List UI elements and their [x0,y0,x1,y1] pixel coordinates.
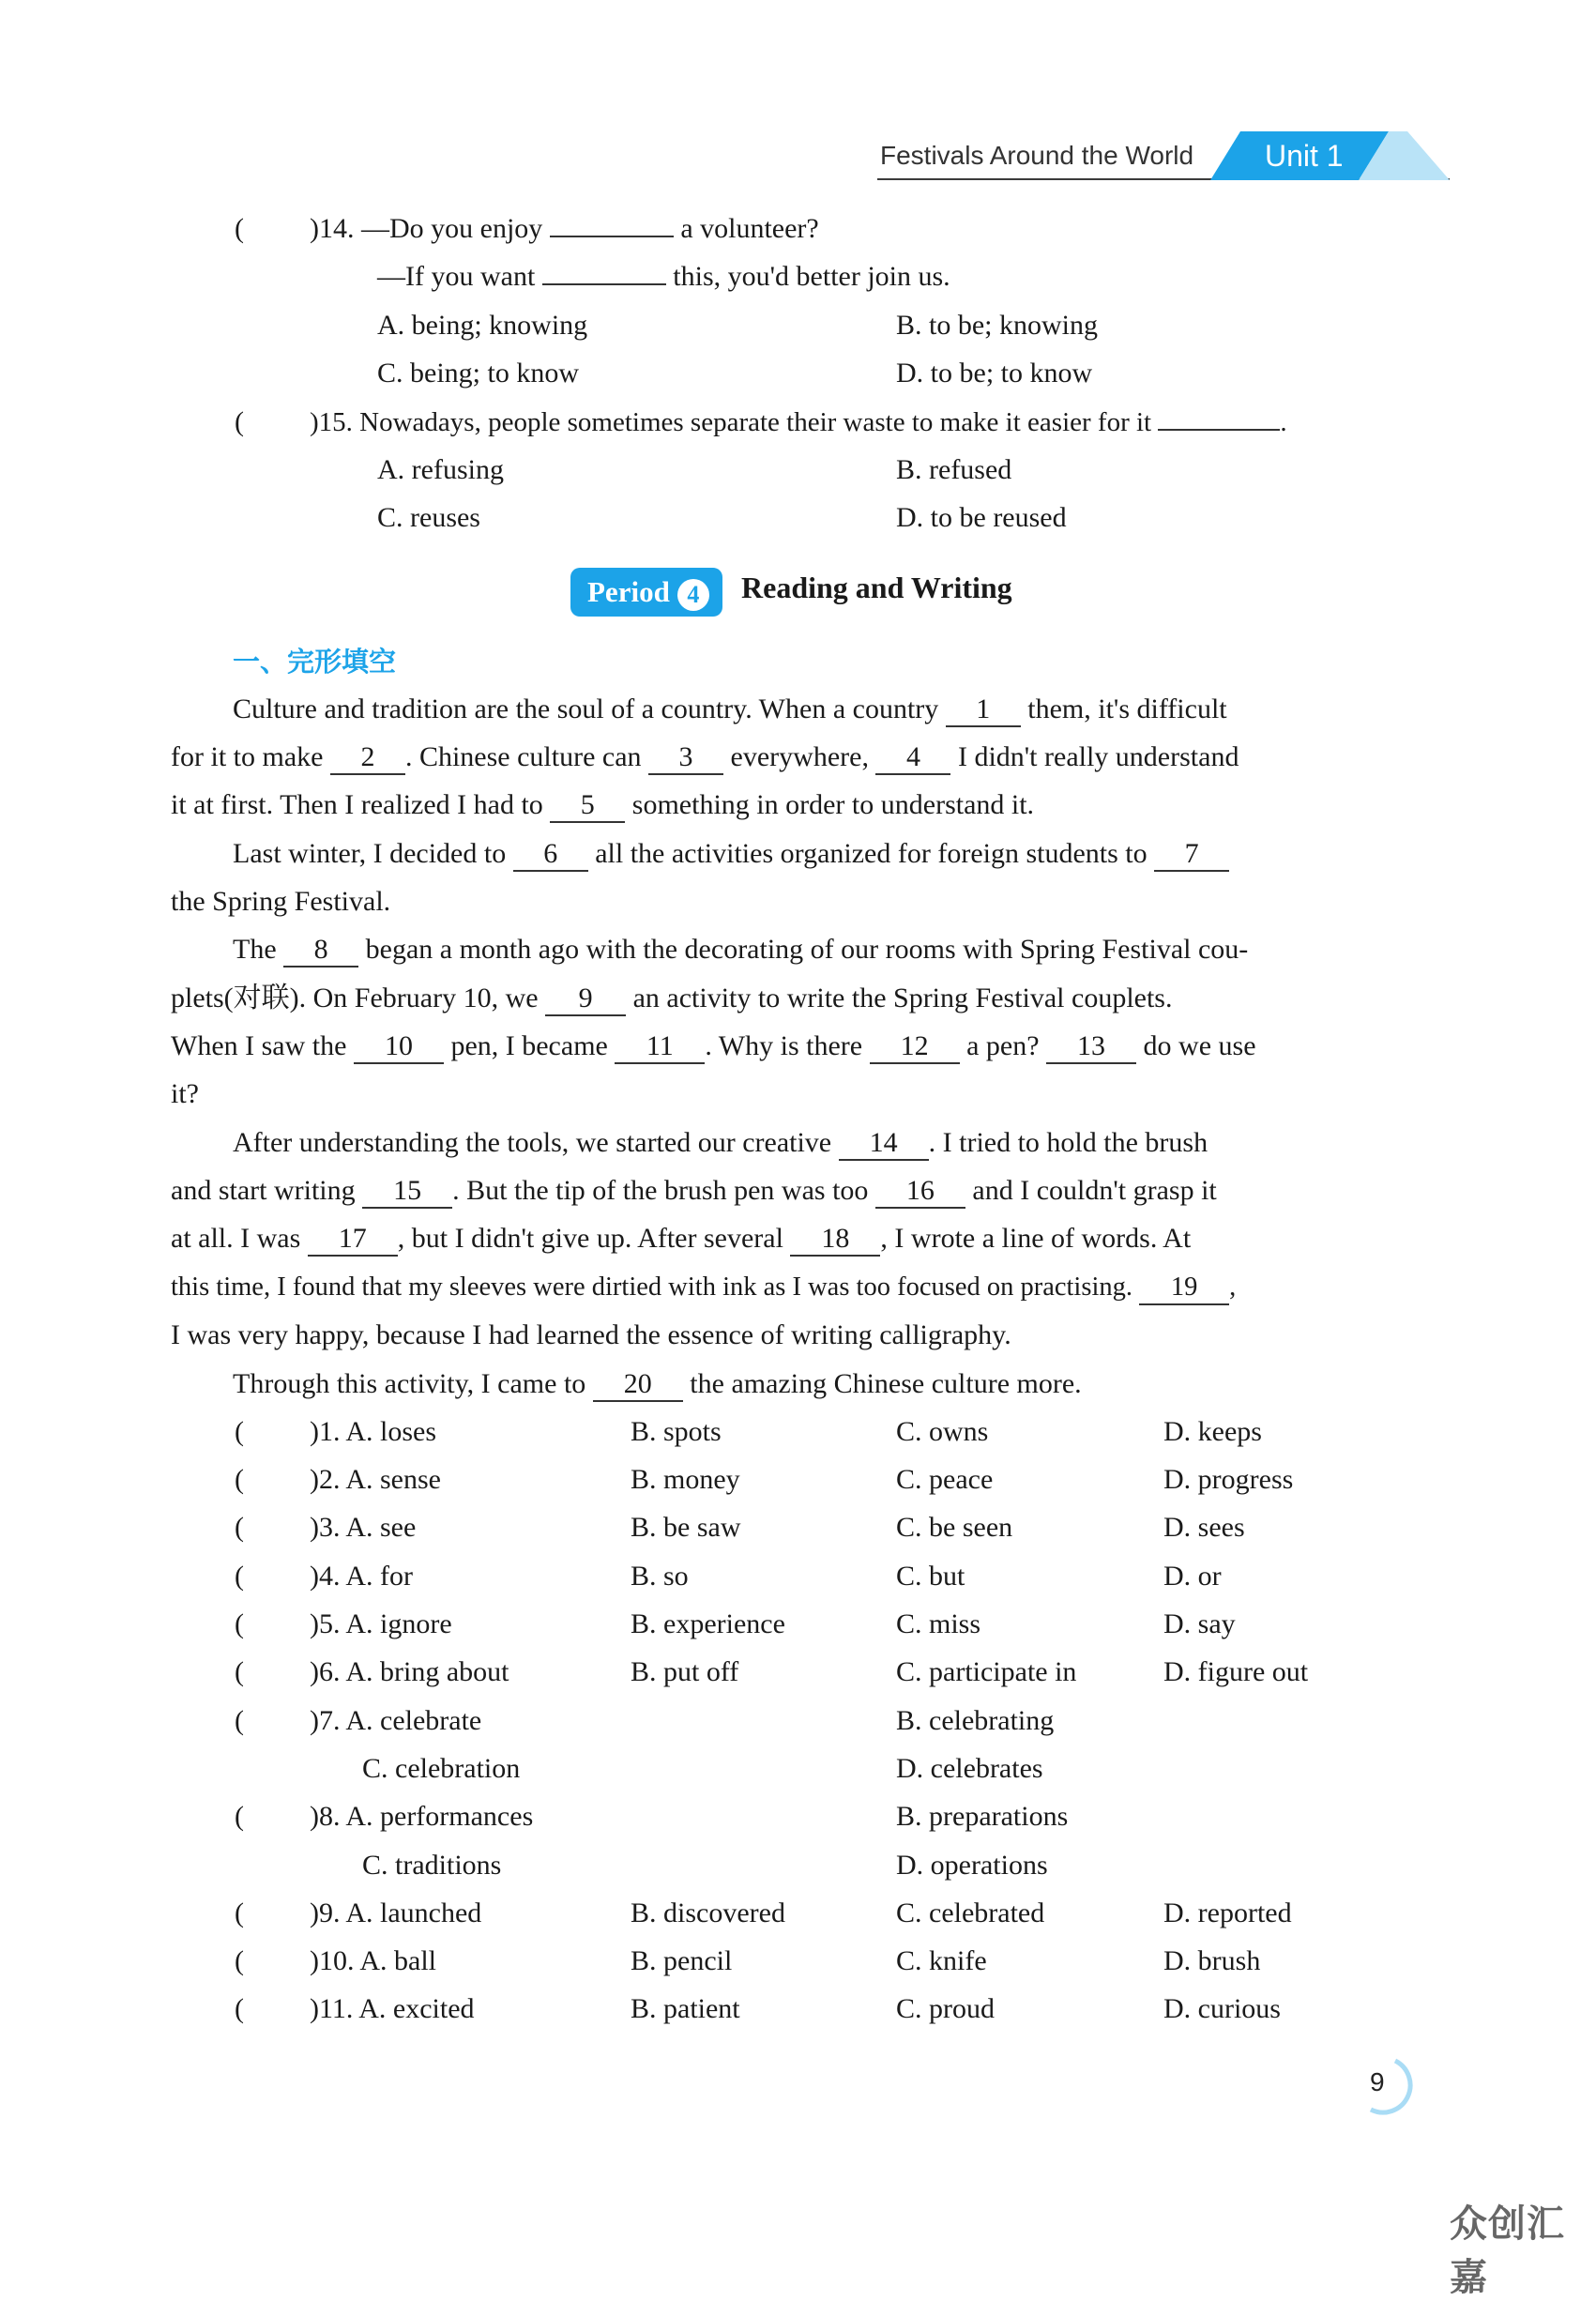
text: . But the tip of the brush pen was too [452,1175,869,1206]
option-a: A. refusing [377,454,504,485]
text: . I tried to hold the brush [928,1127,1208,1158]
text: , I wrote a line of words. At [880,1223,1192,1254]
option-b: B. money [631,1464,740,1495]
option-b: B. to be; knowing [896,310,1098,341]
option-c: C. celebrated [896,1897,1045,1928]
text: do we use [1143,1030,1256,1061]
answer-paren: ( [235,406,244,437]
unit-label: Unit 1 [1265,139,1344,173]
option-d: D. reported [1163,1897,1292,1928]
text: plets(对联). On February 10, we [171,983,539,1013]
option-c: C. miss [896,1608,981,1639]
passage-line [171,1172,1217,1210]
text: Last winter, I decided to [233,838,507,869]
blank: 13 [1046,1030,1136,1064]
passage-line: it? [171,1078,199,1109]
text: . Chinese culture can [404,741,642,772]
text: pen, I became [450,1030,608,1061]
question-14-line2 [377,258,950,296]
answer-paren: ( [235,1416,244,1447]
option-row-a: )1. A. loses [310,1416,436,1447]
passage-line: I was very happy, because I had learned the essence of writing calligraphy. [171,1319,1011,1350]
passage-line [171,1028,1256,1065]
text: When I saw the [171,1030,347,1061]
answer-paren: ( [235,1561,244,1592]
blank: 6 [513,838,588,872]
option-b: B. be saw [631,1512,741,1543]
blank: 12 [870,1030,960,1064]
passage-line [171,739,1239,776]
text: everywhere, [730,741,869,772]
blank: 7 [1154,838,1229,872]
option-b: B. put off [631,1656,739,1687]
option-c: C. being; to know [377,358,579,389]
option-d: D. say [1163,1608,1236,1639]
text: After understanding the tools, we started our creative [233,1127,832,1158]
blank: 9 [545,983,626,1016]
q14-response: —If you want [377,261,536,292]
text: something in order to understand it. [631,789,1035,820]
header-title: Festivals Around the World [880,141,1194,170]
period-label: Period [587,575,670,608]
page-number: 9 [1370,2067,1385,2096]
option-row-a: )7. A. celebrate [310,1705,482,1736]
option-row-a: )8. A. performances [310,1801,534,1832]
answer-paren: ( [235,1705,244,1736]
option-row-a: )4. A. for [310,1561,413,1592]
option-d: D. brush [1163,1945,1261,1976]
option-b: B. preparations [896,1801,1069,1832]
text: them, it's difficult [1027,693,1227,724]
blank: 8 [283,934,358,968]
answer-paren: ( [235,1512,244,1543]
passage-line [233,1124,1208,1162]
text: a pen? [966,1030,1040,1061]
option-c: C. celebration [362,1753,521,1784]
option-row-a: )3. A. see [310,1512,417,1543]
option-a: A. being; knowing [377,310,588,341]
blank [1158,429,1280,431]
watermark: 众创汇嘉 [1450,2202,1565,2299]
blank: 1 [946,693,1021,727]
text: The [233,934,277,965]
blank: 5 [550,789,625,823]
text: all the activities organized for foreign students to [595,838,1148,869]
text: this time, I found that my sleeves were dirtied with ink as I was too focused on practising. [171,1272,1132,1302]
answer-paren: ( [235,1608,244,1639]
period-badge [570,568,722,617]
section-heading: 一、完形填空 [233,646,397,678]
option-b: B. patient [631,1993,740,2024]
option-row-a: )10. A. ball [310,1945,436,1976]
q14-stem: )14. —Do you enjoy [310,213,543,244]
option-b: B. so [631,1561,689,1592]
blank: 17 [308,1223,398,1257]
question-15: )15. Nowadays, people sometimes separate their waste to make it easier for it . [310,407,1287,437]
question-14 [310,210,819,248]
text: began a month ago with the decorating of our rooms with Spring Festival cou- [365,934,1249,965]
text: Through this activity, I came to [233,1368,586,1399]
option-c: C. participate in [896,1656,1077,1687]
text: I didn't really understand [957,741,1239,772]
option-d: D. figure out [1163,1656,1309,1687]
option-c: C. traditions [362,1850,502,1881]
blank: 14 [839,1127,929,1161]
text: , [1229,1272,1237,1302]
answer-paren: ( [235,1464,244,1495]
option-row-a: )11. A. excited [310,1993,475,2024]
option-d: D. to be reused [896,502,1067,533]
answer-paren: ( [235,1993,244,2024]
option-d: D. operations [896,1850,1048,1881]
text: and I couldn't grasp it [972,1175,1217,1206]
answer-paren: ( [235,1656,244,1687]
answer-paren: ( [235,1897,244,1928]
answer-paren: ( [235,213,244,244]
option-b: B. pencil [631,1945,733,1976]
option-d: D. to be; to know [896,358,1093,389]
blank: 3 [648,741,723,775]
blank [542,283,666,285]
answer-paren: ( [235,1801,244,1832]
option-c: C. be seen [896,1512,1013,1543]
option-row-a: )2. A. sense [310,1464,441,1495]
text: at all. I was [171,1223,301,1254]
option-c: C. knife [896,1945,987,1976]
blank: 10 [354,1030,444,1064]
option-row-a: )9. A. launched [310,1897,482,1928]
answer-paren: ( [235,1945,244,1976]
passage-line: the Spring Festival. [171,886,391,917]
option-c: C. peace [896,1464,994,1495]
blank: 18 [790,1223,880,1257]
text: it at first. Then I realized I had to [171,789,543,820]
text: for it to make [171,741,324,772]
passage-line [171,980,1173,1017]
passage-line [233,931,1248,968]
q14-response-end: this, you'd better join us. [673,261,950,292]
text: , but I didn't give up. After several [397,1223,783,1254]
passage-line [233,691,1227,728]
option-row-a: )5. A. ignore [310,1608,452,1639]
option-d: D. curious [1163,1993,1281,2024]
page-number-badge [1358,2055,1420,2117]
blank: 11 [615,1030,705,1064]
blank: 19 [1139,1272,1229,1305]
option-b: B. discovered [631,1897,785,1928]
option-b: B. refused [896,454,1012,485]
option-d: D. keeps [1163,1416,1262,1447]
option-c: C. reuses [377,502,480,533]
period-number: 4 [677,579,709,611]
passage-line [171,1269,1236,1306]
option-d: D. celebrates [896,1753,1043,1784]
option-d: D. progress [1163,1464,1294,1495]
blank: 4 [875,741,950,775]
passage-line [171,1220,1191,1257]
blank [550,236,674,237]
period-title: Reading and Writing [741,571,1012,604]
text: the amazing Chinese culture more. [690,1368,1082,1399]
option-b: B. celebrating [896,1705,1055,1736]
text: Culture and tradition are the soul of a country. When a country [233,693,939,724]
blank: 20 [593,1368,683,1402]
q15-stem: )15. Nowadays, people sometimes separate their waste to make it easier for it [310,407,1152,437]
q14-stem-end: a volunteer? [680,213,819,244]
blank: 2 [330,741,405,775]
option-b: B. spots [631,1416,722,1447]
blank: 15 [362,1175,452,1209]
text: . Why is there [705,1030,863,1061]
passage-line [233,1365,1082,1403]
option-d: D. sees [1163,1512,1245,1543]
option-b: B. experience [631,1608,785,1639]
passage-line [233,835,1229,873]
option-c: C. proud [896,1993,995,2024]
text: an activity to write the Spring Festival couplets. [632,983,1173,1013]
passage-line [171,786,1034,824]
option-row-a: )6. A. bring about [310,1656,509,1687]
option-c: C. owns [896,1416,989,1447]
option-c: C. but [896,1561,965,1592]
text: and start writing [171,1175,356,1206]
option-d: D. or [1163,1561,1222,1592]
blank: 16 [875,1175,965,1209]
